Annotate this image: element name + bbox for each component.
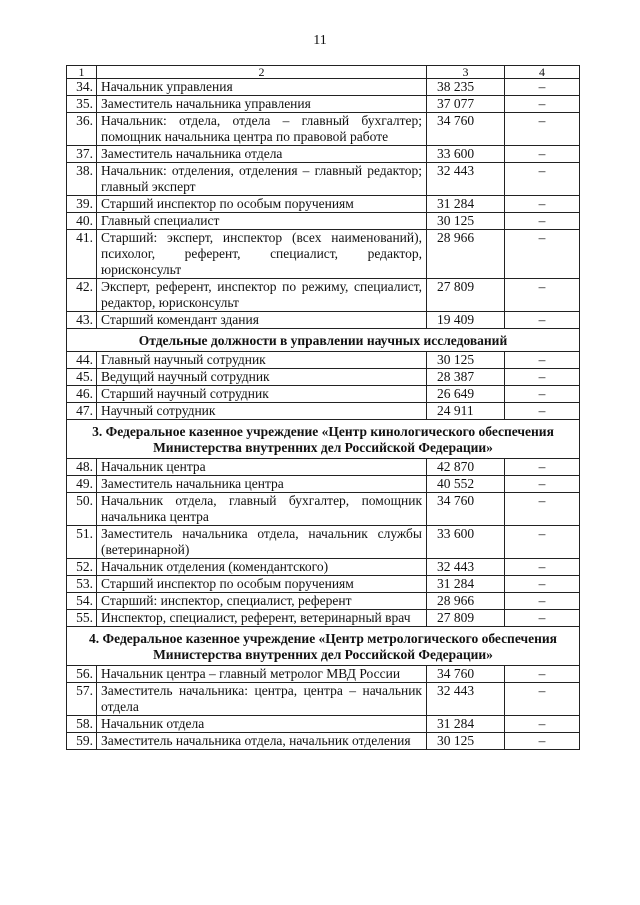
column-4-value: – bbox=[505, 386, 580, 403]
table-row bbox=[67, 610, 580, 627]
salary-value: 30 125 bbox=[427, 733, 505, 750]
position-name: Заместитель начальника отдела bbox=[97, 146, 427, 163]
column-4-value: – bbox=[505, 163, 580, 196]
position-name: Начальник управления bbox=[97, 79, 427, 96]
salary-value: 28 387 bbox=[427, 369, 505, 386]
salary-value: 19 409 bbox=[427, 312, 505, 329]
table-row bbox=[67, 593, 580, 610]
header-cell: 3 bbox=[427, 66, 505, 79]
row-number: 52. bbox=[67, 559, 97, 576]
column-4-value: – bbox=[505, 213, 580, 230]
position-name: Старший: инспектор, специалист, референт bbox=[97, 593, 427, 610]
salary-value: 31 284 bbox=[427, 196, 505, 213]
table-row bbox=[67, 476, 580, 493]
salary-value: 34 760 bbox=[427, 666, 505, 683]
page-number: 11 bbox=[313, 33, 327, 48]
position-name: Начальник отдела bbox=[97, 716, 427, 733]
position-name: Заместитель начальника отдела, начальник отделения bbox=[97, 733, 427, 750]
table-row bbox=[67, 716, 580, 733]
salary-value: 32 443 bbox=[427, 163, 505, 196]
table-row bbox=[67, 146, 580, 163]
salary-value: 33 600 bbox=[427, 526, 505, 559]
row-number: 57. bbox=[67, 683, 97, 716]
position-name: Заместитель начальника: центра, центра – начальник отдела bbox=[97, 683, 427, 716]
section-title: 4. Федеральное казенное учреждение «Центр метрологического обеспечения Министерства внутренних дел Российской Федерации» bbox=[67, 627, 580, 666]
position-name: Заместитель начальника отдела, начальник службы (ветеринарной) bbox=[97, 526, 427, 559]
row-number: 53. bbox=[67, 576, 97, 593]
header-cell: 2 bbox=[97, 66, 427, 79]
row-number: 56. bbox=[67, 666, 97, 683]
salary-value: 30 125 bbox=[427, 352, 505, 369]
table-row bbox=[67, 683, 580, 716]
salary-value: 34 760 bbox=[427, 493, 505, 526]
column-4-value: – bbox=[505, 146, 580, 163]
table-row bbox=[67, 459, 580, 476]
table-row bbox=[67, 163, 580, 196]
salary-value: 33 600 bbox=[427, 146, 505, 163]
salary-value: 24 911 bbox=[427, 403, 505, 420]
salary-value: 38 235 bbox=[427, 79, 505, 96]
row-number: 43. bbox=[67, 312, 97, 329]
section-title: Отдельные должности в управлении научных исследований bbox=[67, 329, 580, 352]
row-number: 36. bbox=[67, 113, 97, 146]
salary-value: 26 649 bbox=[427, 386, 505, 403]
header-cell: 1 bbox=[67, 66, 97, 79]
table-header-row bbox=[67, 66, 580, 79]
column-4-value: – bbox=[505, 559, 580, 576]
row-number: 41. bbox=[67, 230, 97, 279]
column-4-value: – bbox=[505, 352, 580, 369]
section-row bbox=[67, 627, 580, 666]
row-number: 42. bbox=[67, 279, 97, 312]
column-4-value: – bbox=[505, 312, 580, 329]
column-4-value: – bbox=[505, 576, 580, 593]
row-number: 40. bbox=[67, 213, 97, 230]
salary-value: 28 966 bbox=[427, 593, 505, 610]
table-row bbox=[67, 576, 580, 593]
table-row bbox=[67, 403, 580, 420]
row-number: 35. bbox=[67, 96, 97, 113]
table-row bbox=[67, 79, 580, 96]
header-cell: 4 bbox=[505, 66, 580, 79]
position-name: Главный научный сотрудник bbox=[97, 352, 427, 369]
column-4-value: – bbox=[505, 666, 580, 683]
salary-table bbox=[66, 65, 580, 750]
column-4-value: – bbox=[505, 610, 580, 627]
row-number: 48. bbox=[67, 459, 97, 476]
table-row bbox=[67, 559, 580, 576]
row-number: 44. bbox=[67, 352, 97, 369]
row-number: 55. bbox=[67, 610, 97, 627]
position-name: Ведущий научный сотрудник bbox=[97, 369, 427, 386]
row-number: 49. bbox=[67, 476, 97, 493]
row-number: 45. bbox=[67, 369, 97, 386]
table-row bbox=[67, 96, 580, 113]
salary-value: 32 443 bbox=[427, 683, 505, 716]
position-name: Эксперт, референт, инспектор по режиму, специалист, редактор, юрисконсульт bbox=[97, 279, 427, 312]
row-number: 46. bbox=[67, 386, 97, 403]
column-4-value: – bbox=[505, 369, 580, 386]
column-4-value: – bbox=[505, 113, 580, 146]
row-number: 58. bbox=[67, 716, 97, 733]
section-row bbox=[67, 329, 580, 352]
position-name: Главный специалист bbox=[97, 213, 427, 230]
position-name: Старший инспектор по особым поручениям bbox=[97, 196, 427, 213]
column-4-value: – bbox=[505, 493, 580, 526]
column-4-value: – bbox=[505, 593, 580, 610]
salary-value: 28 966 bbox=[427, 230, 505, 279]
position-name: Начальник центра – главный метролог МВД России bbox=[97, 666, 427, 683]
table-row bbox=[67, 526, 580, 559]
table-row bbox=[67, 213, 580, 230]
table-row bbox=[67, 230, 580, 279]
salary-value: 32 443 bbox=[427, 559, 505, 576]
salary-value: 40 552 bbox=[427, 476, 505, 493]
column-4-value: – bbox=[505, 230, 580, 279]
row-number: 47. bbox=[67, 403, 97, 420]
table-row bbox=[67, 196, 580, 213]
table-row bbox=[67, 733, 580, 750]
salary-value: 34 760 bbox=[427, 113, 505, 146]
position-name: Старший инспектор по особым поручениям bbox=[97, 576, 427, 593]
column-4-value: – bbox=[505, 96, 580, 113]
position-name: Начальник: отделения, отделения – главный редактор; главный эксперт bbox=[97, 163, 427, 196]
column-4-value: – bbox=[505, 459, 580, 476]
table-row bbox=[67, 352, 580, 369]
table-row bbox=[67, 113, 580, 146]
position-name: Начальник центра bbox=[97, 459, 427, 476]
salary-value: 27 809 bbox=[427, 279, 505, 312]
salary-value: 27 809 bbox=[427, 610, 505, 627]
table-row bbox=[67, 369, 580, 386]
table-row bbox=[67, 386, 580, 403]
salary-value: 30 125 bbox=[427, 213, 505, 230]
position-name: Старший научный сотрудник bbox=[97, 386, 427, 403]
table-row bbox=[67, 493, 580, 526]
salary-value: 37 077 bbox=[427, 96, 505, 113]
column-4-value: – bbox=[505, 196, 580, 213]
column-4-value: – bbox=[505, 716, 580, 733]
position-name: Инспектор, специалист, референт, ветеринарный врач bbox=[97, 610, 427, 627]
position-name: Заместитель начальника центра bbox=[97, 476, 427, 493]
column-4-value: – bbox=[505, 476, 580, 493]
table-row bbox=[67, 312, 580, 329]
position-name: Заместитель начальника управления bbox=[97, 96, 427, 113]
position-name: Начальник отдела, главный бухгалтер, помощник начальника центра bbox=[97, 493, 427, 526]
salary-value: 31 284 bbox=[427, 716, 505, 733]
row-number: 34. bbox=[67, 79, 97, 96]
row-number: 38. bbox=[67, 163, 97, 196]
position-name: Начальник: отдела, отдела – главный бухгалтер; помощник начальника центра по правовой работе bbox=[97, 113, 427, 146]
row-number: 37. bbox=[67, 146, 97, 163]
position-name: Начальник отделения (комендантского) bbox=[97, 559, 427, 576]
column-4-value: – bbox=[505, 683, 580, 716]
column-4-value: – bbox=[505, 79, 580, 96]
column-4-value: – bbox=[505, 403, 580, 420]
column-4-value: – bbox=[505, 279, 580, 312]
salary-value: 31 284 bbox=[427, 576, 505, 593]
row-number: 51. bbox=[67, 526, 97, 559]
table-row bbox=[67, 666, 580, 683]
row-number: 59. bbox=[67, 733, 97, 750]
position-name: Старший комендант здания bbox=[97, 312, 427, 329]
row-number: 54. bbox=[67, 593, 97, 610]
row-number: 39. bbox=[67, 196, 97, 213]
salary-value: 42 870 bbox=[427, 459, 505, 476]
table-row bbox=[67, 279, 580, 312]
section-row bbox=[67, 420, 580, 459]
section-title: 3. Федеральное казенное учреждение «Центр кинологического обеспечения Министерства внутренних дел Российской Федерации» bbox=[67, 420, 580, 459]
row-number: 50. bbox=[67, 493, 97, 526]
column-4-value: – bbox=[505, 526, 580, 559]
column-4-value: – bbox=[505, 733, 580, 750]
position-name: Научный сотрудник bbox=[97, 403, 427, 420]
position-name: Старший: эксперт, инспектор (всех наименований), психолог, референт, специалист, редактор, юрисконсульт bbox=[97, 230, 427, 279]
